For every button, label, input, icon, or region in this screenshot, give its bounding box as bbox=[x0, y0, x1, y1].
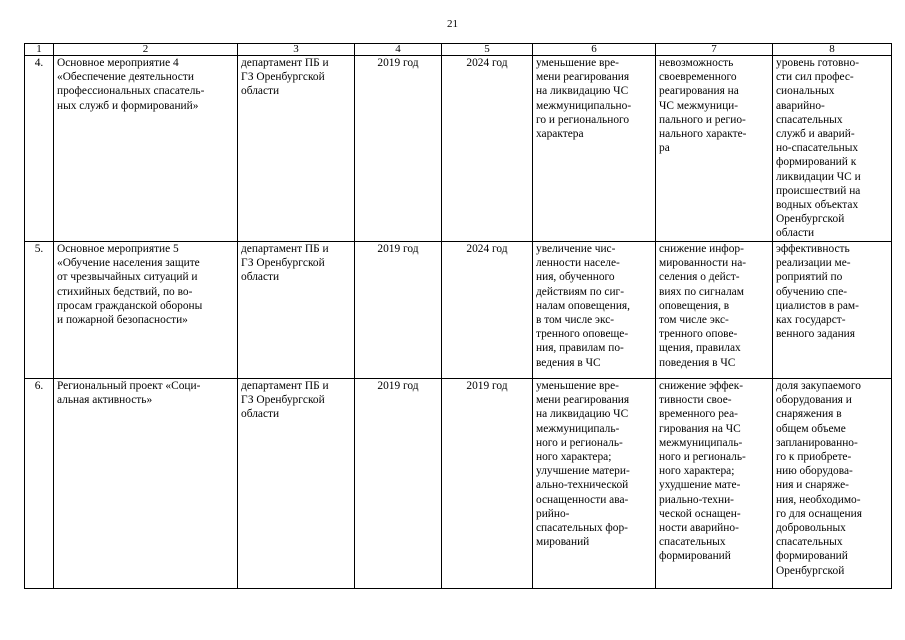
text-line: поведения в ЧС bbox=[659, 356, 736, 369]
text-line: ра bbox=[659, 142, 670, 155]
text-line: го к приобрете- bbox=[776, 451, 852, 464]
table-row bbox=[25, 56, 892, 242]
text-line: сти сил профес- bbox=[776, 71, 854, 84]
text-line: риально-техни- bbox=[659, 493, 734, 506]
text-line: увеличение чис- bbox=[536, 243, 616, 255]
text-line: уровень готовно- bbox=[776, 57, 860, 69]
text-line: Основное мероприятие 5 bbox=[57, 243, 179, 255]
text-line: ния и снаряже- bbox=[776, 479, 849, 492]
text-line: области bbox=[776, 227, 815, 240]
text-line: ного характера; bbox=[659, 465, 735, 478]
text-line: нию оборудова- bbox=[776, 465, 853, 478]
text-line: оборудования и bbox=[776, 394, 852, 407]
text-line: межмуниципально- bbox=[536, 99, 632, 112]
text-line: добровольных bbox=[776, 522, 846, 535]
text-line: водных объектах bbox=[776, 199, 859, 212]
text-line: налам оповещения, bbox=[536, 299, 631, 312]
expected-result-cell bbox=[533, 56, 656, 242]
measures-table bbox=[24, 43, 892, 589]
text-line: том числе экс- bbox=[659, 314, 729, 327]
text-line: аварийно- bbox=[776, 99, 825, 112]
text-line: действиям по сиг- bbox=[536, 285, 625, 298]
text-line: улучшение матери- bbox=[536, 465, 630, 478]
text-line: нального характе- bbox=[659, 128, 747, 141]
consequences-cell bbox=[656, 379, 773, 589]
measure-name-cell bbox=[54, 242, 238, 379]
end-year-cell: 2019 год bbox=[442, 379, 533, 589]
text-line: общем объеме bbox=[776, 422, 846, 435]
text-line: ГЗ Оренбургской bbox=[241, 71, 325, 84]
executor-cell bbox=[238, 56, 355, 242]
text-line: просам гражданской обороны bbox=[57, 299, 203, 312]
text-line: спасательных bbox=[776, 536, 843, 549]
end-year-cell: 2024 год bbox=[442, 56, 533, 242]
executor-cell bbox=[238, 379, 355, 589]
text-line: ния, правилам по- bbox=[536, 342, 624, 355]
text-line: мирований bbox=[536, 536, 590, 549]
text-line: селения о дейст- bbox=[659, 271, 740, 284]
text-line: ках государст- bbox=[776, 314, 846, 327]
text-line: спасательных фор- bbox=[536, 522, 628, 535]
end-year-cell: 2024 год bbox=[442, 242, 533, 379]
text-line: формирований bbox=[776, 550, 848, 563]
text-line: на ликвидацию ЧС bbox=[536, 85, 629, 98]
text-line: го и регионального bbox=[536, 113, 630, 126]
measure-name-cell bbox=[54, 56, 238, 242]
consequences-cell bbox=[656, 242, 773, 379]
text-line: запланированно- bbox=[776, 436, 858, 449]
text-line: на ликвидацию ЧС bbox=[536, 408, 629, 421]
page-number: 21 bbox=[447, 18, 458, 30]
text-line: тивности свое- bbox=[659, 394, 732, 407]
text-line: ного и региональ- bbox=[659, 451, 746, 464]
text-line: области bbox=[241, 271, 280, 284]
indicator-link-cell bbox=[773, 56, 892, 242]
measure-name-cell bbox=[54, 379, 238, 589]
text-line: гирования на ЧС bbox=[659, 422, 741, 435]
text-line: Оренбургской bbox=[776, 213, 845, 226]
text-line: ликвидации ЧС и bbox=[776, 170, 861, 183]
text-line: ведения в ЧС bbox=[536, 356, 601, 369]
text-line: формирований к bbox=[776, 156, 857, 169]
text-line: тренного оповеще- bbox=[536, 328, 629, 341]
text-line: пального и регио- bbox=[659, 113, 746, 126]
text-line: «Обеспечение деятельности bbox=[57, 71, 194, 84]
text-line: характера bbox=[536, 128, 584, 141]
text-line: обучению спе- bbox=[776, 285, 848, 298]
text-line: Основное мероприятие 4 bbox=[57, 57, 179, 69]
column-number-cell: 7 bbox=[656, 44, 773, 56]
text-line: ности аварийно- bbox=[659, 522, 739, 535]
text-line: в том числе экс- bbox=[536, 314, 615, 327]
row-number-cell: 5. bbox=[25, 242, 54, 379]
consequences-cell bbox=[656, 56, 773, 242]
executor-cell bbox=[238, 242, 355, 379]
text-line: щения, правилах bbox=[659, 342, 741, 355]
text-line: области bbox=[241, 408, 280, 421]
text-line: оповещения, в bbox=[659, 299, 730, 312]
text-line: ленности населе- bbox=[536, 257, 620, 270]
text-line: мени реагирования bbox=[536, 394, 630, 407]
text-line: и пожарной безопасности» bbox=[57, 314, 188, 327]
text-line: спасательных bbox=[776, 113, 843, 126]
text-line: го для оснащения bbox=[776, 507, 862, 520]
text-line: формирований bbox=[659, 550, 731, 563]
text-line: сиональных bbox=[776, 85, 835, 98]
text-line: спасательных bbox=[659, 536, 726, 549]
text-line: альная активность» bbox=[57, 394, 153, 407]
text-line: Региональный проект «Соци- bbox=[57, 380, 201, 392]
text-line: от чрезвычайных ситуаций и bbox=[57, 271, 198, 284]
text-line: венного задания bbox=[776, 328, 856, 341]
text-line: мени реагирования bbox=[536, 71, 630, 84]
text-line: ГЗ Оренбургской bbox=[241, 257, 325, 270]
column-number-cell: 3 bbox=[238, 44, 355, 56]
row-number-cell: 4. bbox=[25, 56, 54, 242]
text-line: департамент ПБ и bbox=[241, 243, 329, 255]
text-line: снижение инфор- bbox=[659, 243, 744, 255]
header-row bbox=[25, 44, 892, 56]
text-line: ухудшение мате- bbox=[659, 479, 741, 492]
column-number-cell: 8 bbox=[773, 44, 892, 56]
text-line: циалистов в рам- bbox=[776, 299, 859, 312]
row-number-cell: 6. bbox=[25, 379, 54, 589]
text-line: рийно- bbox=[536, 507, 570, 520]
text-line: ного и региональ- bbox=[536, 436, 623, 449]
text-line: доля закупаемого bbox=[776, 380, 861, 392]
text-line: ГЗ Оренбургской bbox=[241, 394, 325, 407]
text-line: реализации ме- bbox=[776, 257, 851, 270]
text-line: профессиональных спасатель- bbox=[57, 85, 205, 98]
text-line: области bbox=[241, 85, 280, 98]
text-line: временного реа- bbox=[659, 408, 738, 421]
text-line: межмуниципаль- bbox=[536, 422, 620, 435]
column-number-cell: 1 bbox=[25, 44, 54, 56]
text-line: ально-технической bbox=[536, 479, 629, 492]
text-line: реагирования на bbox=[659, 85, 739, 98]
text-line: ческой оснащен- bbox=[659, 507, 741, 520]
indicator-link-cell bbox=[773, 379, 892, 589]
text-line: «Обучение населения защите bbox=[57, 257, 200, 270]
column-number-cell: 4 bbox=[355, 44, 442, 56]
text-line: тренного опове- bbox=[659, 328, 738, 341]
text-line: своевременного bbox=[659, 71, 737, 84]
text-line: но-спасательных bbox=[776, 142, 859, 155]
start-year-cell: 2019 год bbox=[355, 56, 442, 242]
text-line: Оренбургской bbox=[776, 564, 845, 577]
text-line: уменьшение вре- bbox=[536, 57, 619, 69]
expected-result-cell bbox=[533, 379, 656, 589]
text-line: эффективность bbox=[776, 243, 850, 255]
start-year-cell: 2019 год bbox=[355, 379, 442, 589]
text-line: виях по сигналам bbox=[659, 285, 744, 298]
text-line: департамент ПБ и bbox=[241, 57, 329, 69]
table-row bbox=[25, 379, 892, 589]
expected-result-cell bbox=[533, 242, 656, 379]
column-number-cell: 2 bbox=[54, 44, 238, 56]
start-year-cell: 2019 год bbox=[355, 242, 442, 379]
text-line: ния, необходимо- bbox=[776, 493, 861, 506]
text-line: ЧС межмуници- bbox=[659, 99, 739, 112]
text-line: роприятий по bbox=[776, 271, 843, 284]
text-line: ного характера; bbox=[536, 451, 612, 464]
text-line: снаряжения в bbox=[776, 408, 842, 421]
column-number-cell: 5 bbox=[442, 44, 533, 56]
text-line: снижение эффек- bbox=[659, 380, 744, 392]
text-line: межмуниципаль- bbox=[659, 436, 743, 449]
table-row bbox=[25, 242, 892, 379]
indicator-link-cell bbox=[773, 242, 892, 379]
text-line: стихийных бедствий, по во- bbox=[57, 285, 193, 298]
text-line: департамент ПБ и bbox=[241, 380, 329, 392]
text-line: происшествий на bbox=[776, 184, 861, 197]
text-line: мированности на- bbox=[659, 257, 747, 270]
text-line: ния, обученного bbox=[536, 271, 615, 284]
text-line: ных служб и формирований» bbox=[57, 99, 199, 112]
column-number-cell: 6 bbox=[533, 44, 656, 56]
text-line: оснащенности ава- bbox=[536, 493, 629, 506]
text-line: невозможность bbox=[659, 57, 734, 69]
text-line: уменьшение вре- bbox=[536, 380, 619, 392]
text-line: служб и аварий- bbox=[776, 128, 855, 141]
